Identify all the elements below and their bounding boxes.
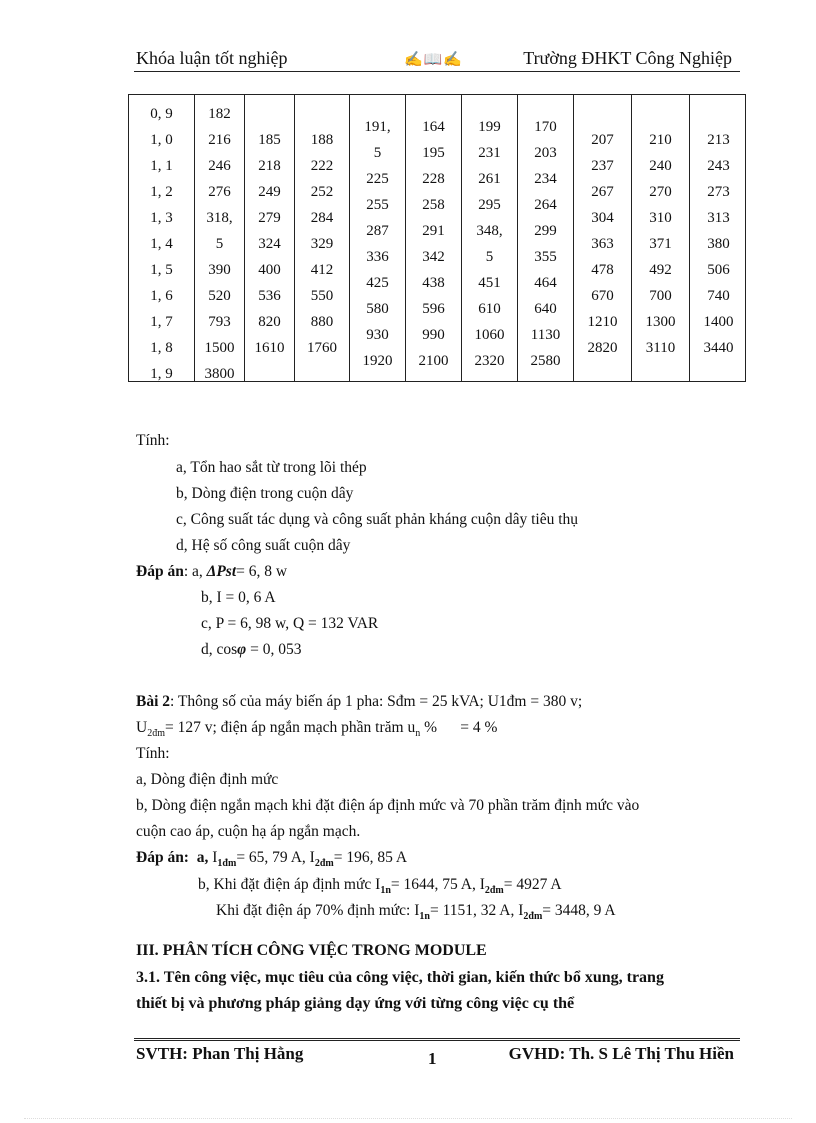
table-column bbox=[405, 95, 461, 381]
table-cell: 3440 bbox=[703, 340, 734, 356]
table-cell: 550 bbox=[310, 288, 334, 304]
bai2-question-b-cont: cuộn cao áp, cuộn hạ áp ngắn mạch. bbox=[136, 823, 361, 840]
table-cell: 243 bbox=[707, 158, 730, 174]
delta-pst-symbol: ΔPst bbox=[206, 563, 237, 580]
table-cell: 390 bbox=[208, 262, 231, 278]
bai2-question-b: b, Dòng điện ngắn mạch khi đặt điện áp định mức và 70 phần trăm định mức vào bbox=[136, 797, 640, 814]
table-cell: 2320 bbox=[474, 353, 505, 369]
table-column bbox=[631, 95, 689, 381]
table-cell: 880 bbox=[310, 314, 334, 330]
table-cell: 213 bbox=[707, 132, 730, 148]
phi-symbol: φ bbox=[237, 641, 247, 658]
table-cell: 1210 bbox=[587, 314, 618, 330]
table-cell: 261 bbox=[478, 171, 501, 187]
table-cell: 412 bbox=[310, 262, 334, 278]
bai2-answer-label: Đáp án: bbox=[136, 849, 189, 866]
table-cell: 2100 bbox=[418, 353, 449, 369]
table-cell: 188 bbox=[310, 132, 334, 148]
table-cell: 1, 0 bbox=[150, 132, 173, 148]
answer-label: Đáp án bbox=[136, 563, 184, 580]
table-cell: 506 bbox=[707, 262, 730, 278]
table-cell: 1, 5 bbox=[150, 262, 173, 278]
table-cell: 313 bbox=[707, 210, 730, 226]
table-cell: 1400 bbox=[703, 314, 734, 330]
table-cell: 1300 bbox=[645, 314, 676, 330]
bai2-tinh: Tính: bbox=[136, 745, 170, 762]
question-d: d, Hệ số công suất cuộn dây bbox=[176, 537, 351, 554]
table-column bbox=[689, 95, 747, 381]
table-column bbox=[294, 95, 349, 381]
table-cell: 348, bbox=[476, 223, 503, 239]
table-cell: 1, 7 bbox=[150, 314, 173, 330]
bai2-answer-c: Khi đặt điện áp 70% định mức: $I_{1n}= 1151$, 32 A, $I_{2đm}= 3448$, 9 A bbox=[216, 902, 616, 922]
table-cell: 1, 3 bbox=[150, 210, 173, 226]
table-column bbox=[244, 95, 294, 381]
table-cell: 287 bbox=[366, 223, 389, 239]
bai2-line2: $U_{2đm}= 127$ v; điện áp ngắn mạch phần trăm $u_n$ % = 4 % bbox=[136, 719, 498, 739]
table-cell: 5 bbox=[215, 236, 224, 252]
table-column bbox=[194, 95, 244, 381]
table-cell: 170 bbox=[534, 119, 557, 135]
table-cell: 1, 1 bbox=[150, 158, 173, 174]
table-cell: 2820 bbox=[587, 340, 618, 356]
table-cell: 596 bbox=[422, 301, 445, 317]
table-cell: 520 bbox=[208, 288, 231, 304]
table-cell: 1760 bbox=[307, 340, 337, 356]
table-cell: 5 bbox=[485, 249, 494, 265]
table-cell: 310 bbox=[649, 210, 672, 226]
table-cell: 451 bbox=[478, 275, 501, 291]
table-cell: 258 bbox=[422, 197, 445, 213]
table-cell: 1, 6 bbox=[150, 288, 173, 304]
table-cell: 218 bbox=[258, 158, 281, 174]
table-cell: 640 bbox=[534, 301, 557, 317]
table-cell: 182 bbox=[208, 106, 231, 122]
table-cell: 195 bbox=[422, 145, 445, 161]
table-cell: 1, 8 bbox=[150, 340, 173, 356]
table-cell: 225 bbox=[366, 171, 389, 187]
table-cell: 203 bbox=[534, 145, 557, 161]
table-column bbox=[349, 95, 405, 381]
table-cell: 1920 bbox=[362, 353, 393, 369]
table-cell: 329 bbox=[310, 236, 334, 252]
table-cell: 164 bbox=[422, 119, 445, 135]
table-cell: 610 bbox=[478, 301, 501, 317]
question-b: b, Dòng điện trong cuộn dây bbox=[176, 485, 354, 502]
table-cell: 299 bbox=[534, 223, 557, 239]
table-cell: 355 bbox=[534, 249, 557, 265]
table-cell: 279 bbox=[258, 210, 281, 226]
table-cell: 1, 2 bbox=[150, 184, 173, 200]
bai2-answer-b: b, Khi đặt điện áp định mức $I_{1n}= 1644$, 75 A, $I_{2đm}= 4927$ A bbox=[198, 876, 562, 896]
table-cell: 536 bbox=[258, 288, 281, 304]
table-cell: 1060 bbox=[474, 327, 505, 343]
section-heading: III. PHÂN TÍCH CÔNG VIỆC TRONG MODULE bbox=[136, 942, 487, 959]
table-cell: 400 bbox=[258, 262, 281, 278]
table-cell: 1, 4 bbox=[150, 236, 173, 252]
table-cell: 990 bbox=[422, 327, 445, 343]
page-edge bbox=[24, 1118, 792, 1119]
table-cell: 425 bbox=[366, 275, 389, 291]
table-cell: 276 bbox=[208, 184, 231, 200]
table-cell: 295 bbox=[478, 197, 501, 213]
table-cell: 580 bbox=[366, 301, 389, 317]
table-column bbox=[517, 95, 573, 381]
question-c: c, Công suất tác dụng và công suất phản kháng cuộn dây tiêu thụ bbox=[176, 511, 579, 528]
table-cell: 252 bbox=[310, 184, 334, 200]
table-column bbox=[461, 95, 517, 381]
table-cell: 793 bbox=[208, 314, 231, 330]
table-cell: 336 bbox=[366, 249, 389, 265]
header-right: Trường ĐHKT Công Nghiệp bbox=[523, 48, 732, 68]
table-cell: 380 bbox=[707, 236, 730, 252]
table-cell: 0, 9 bbox=[150, 106, 173, 122]
footer-rule bbox=[134, 1038, 740, 1041]
table-cell: 700 bbox=[649, 288, 672, 304]
question-a: a, Tổn hao sắt từ trong lõi thép bbox=[176, 459, 367, 476]
answer-a: Đáp án: a, ΔPst= 6, 8 w bbox=[136, 563, 288, 580]
header-rule bbox=[134, 71, 740, 72]
table-cell: 371 bbox=[649, 236, 672, 252]
answer-c: c, P = 6, 98 w, Q = 132 VAR bbox=[201, 615, 379, 632]
table-cell: 363 bbox=[591, 236, 614, 252]
table-column bbox=[573, 95, 631, 381]
table-cell: 191, bbox=[364, 119, 391, 135]
table-cell: 1130 bbox=[530, 327, 561, 343]
table-cell: 264 bbox=[534, 197, 557, 213]
table-cell: 324 bbox=[258, 236, 281, 252]
table-cell: 478 bbox=[591, 262, 614, 278]
table-cell: 185 bbox=[258, 132, 281, 148]
answer-d: d, cosφ = 0, 053 bbox=[201, 641, 302, 658]
table-cell: 304 bbox=[591, 210, 614, 226]
table-cell: 740 bbox=[707, 288, 730, 304]
data-table bbox=[128, 94, 746, 382]
table-cell: 670 bbox=[591, 288, 614, 304]
table-cell: 464 bbox=[534, 275, 557, 291]
table-cell: 318, bbox=[206, 210, 233, 226]
table-cell: 255 bbox=[366, 197, 389, 213]
table-cell: 273 bbox=[707, 184, 730, 200]
section-subheading-line1: 3.1. Tên công việc, mục tiêu của công việc, thời gian, kiến thức bổ xung, trang bbox=[136, 969, 664, 986]
answer-b: b, I = 0, 6 A bbox=[201, 589, 276, 606]
header-ornament: ✍📖✍ bbox=[404, 52, 464, 68]
footer-right: GVHD: Th. S Lê Thị Thu Hiền bbox=[508, 1044, 734, 1063]
table-cell: 438 bbox=[422, 275, 445, 291]
table-cell: 5 bbox=[373, 145, 382, 161]
table-cell: 240 bbox=[649, 158, 672, 174]
bai2-question-a: a, Dòng điện định mức bbox=[136, 771, 279, 788]
table-cell: 249 bbox=[258, 184, 281, 200]
table-cell: 1, 9 bbox=[150, 366, 173, 382]
footer-left: SVTH: Phan Thị Hằng bbox=[136, 1044, 304, 1063]
table-cell: 210 bbox=[649, 132, 672, 148]
table-cell: 820 bbox=[258, 314, 281, 330]
table-cell: 291 bbox=[422, 223, 445, 239]
table-cell: 492 bbox=[649, 262, 672, 278]
table-cell: 3800 bbox=[204, 366, 235, 382]
bai2-title: Bài 2 bbox=[136, 693, 171, 710]
table-cell: 2580 bbox=[530, 353, 561, 369]
table-cell: 222 bbox=[310, 158, 334, 174]
table-cell: 207 bbox=[591, 132, 614, 148]
table-cell: 1610 bbox=[254, 340, 285, 356]
table-cell: 342 bbox=[422, 249, 445, 265]
table-cell: 1500 bbox=[204, 340, 235, 356]
table-cell: 199 bbox=[478, 119, 501, 135]
table-cell: 930 bbox=[366, 327, 389, 343]
table-cell: 216 bbox=[208, 132, 231, 148]
page-number: 1 bbox=[428, 1049, 437, 1068]
table-cell: 267 bbox=[591, 184, 614, 200]
table-cell: 228 bbox=[422, 171, 445, 187]
table-cell: 237 bbox=[591, 158, 614, 174]
table-cell: 231 bbox=[478, 145, 501, 161]
table-cell: 270 bbox=[649, 184, 672, 200]
header-left: Khóa luận tốt nghiệp bbox=[136, 48, 288, 68]
bai2-line1: Bài 2: Thông số của máy biến áp 1 pha: Sđm = 25 kVA; U1đm = 380 v; bbox=[136, 693, 583, 710]
table-cell: 246 bbox=[208, 158, 231, 174]
tinh-label: Tính: bbox=[136, 432, 170, 449]
table-cell: 234 bbox=[534, 171, 557, 187]
table-cell: 284 bbox=[310, 210, 334, 226]
section-subheading-line2: thiết bị và phương pháp giảng dạy ứng với từng công việc cụ thể bbox=[136, 995, 575, 1012]
table-column bbox=[129, 95, 194, 381]
bai2-answer-a: Đáp án: a, $I_{1đm}= 65$, 79 A, $I_{2đm}= 196$, 85 A bbox=[136, 849, 408, 869]
table-cell: 3110 bbox=[645, 340, 676, 356]
